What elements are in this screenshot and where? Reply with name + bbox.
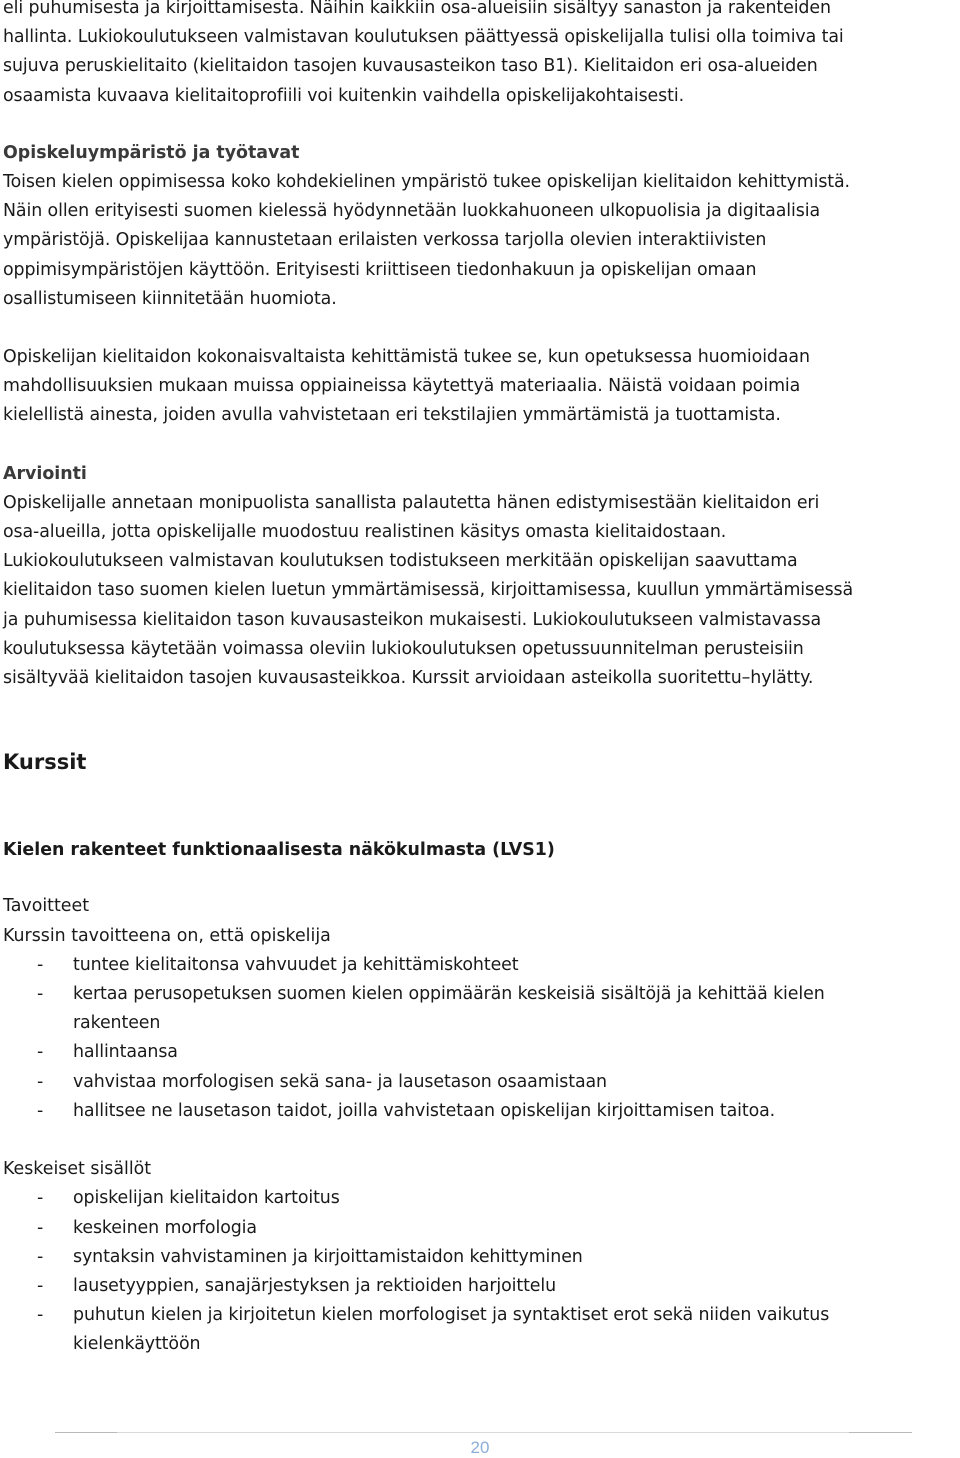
dash-bullet: - [37,1071,44,1092]
dash-bullet: - [37,1188,44,1209]
courses-heading: Kurssit [3,750,87,775]
list-item [3,1272,957,1301]
dash-bullet: - [37,1305,44,1326]
dash-bullet: - [37,954,44,975]
content-text: lausetyyppien, sanajärjestyksen ja rektioiden harjoittelu [73,1275,557,1296]
list-item [3,1068,957,1097]
goal-text: vahvistaa morfologisen sekä sana- ja lausetason osaamistaan [73,1071,607,1092]
page-number: 20 [470,1438,490,1457]
goals-intro: Kurssin tavoitteena on, että opiskelija [3,925,331,946]
contents-label: Keskeiset sisällöt [3,1159,152,1180]
list-item [3,1038,957,1067]
goals-list [3,951,957,1126]
section-heading-study-environment: Opiskeluympäristö ja työtavat [3,142,300,163]
intro-paragraph: eli puhumisesta ja kirjoittamisesta. Näihin kaikkiin osa-alueisiin sisältyy sanaston ja rakenteiden hallinta. Lukiokoulutukseen valmistavan koulutuksen päättyessä opiskelijalla tulisi olla toimiva tai sujuva peruskielitaito (kielitaidon tasojen kuvausasteikon taso B1). Kielitaidon eri osa-alueiden osaamista kuvaava kielitaitoprofiili voi kuitenkin vaihdella opiskelijakohtaisesti. [3,0,844,106]
study-environment-paragraph-2: Opiskelijan kielitaidon kokonaisvaltaista kehittämistä tukee se, kun opetuksessa huomioidaan mahdollisuuksien mukaan muissa oppiaineissa käytettyä materiaalia. Näistä voidaan poimia kielellistä ainesta, joiden avulla vahvistetaan eri tekstilajien ymmärtämistä ja tuottamista. [3,347,810,426]
list-item [3,951,957,980]
list-item [3,1214,957,1243]
dash-bullet: - [37,1100,44,1121]
study-environment-paragraph-1: Toisen kielen oppimisessa koko kohdekielinen ympäristö tukee opiskelijan kielitaidon kehittymistä. Näin ollen erityisesti suomen kielessä hyödynnetään luokkahuoneen ulkopuolisia ja digitaalisia ympäristöjä. Opiskelijaa kannustetaan erilaisten verkossa tarjolla olevien interaktiivisten oppimisympäristöjen käyttöön. Erityisesti kriittiseen tiedonhakuun ja opiskelijan omaan osallistumiseen kiinnitetään huomiota. [3,172,850,309]
content-text: syntaksin vahvistaminen ja kirjoittamistaidon kehittyminen [73,1246,583,1267]
content-text: keskeinen morfologia [73,1217,257,1238]
document-page [3,0,957,1360]
dash-bullet: - [37,984,44,1005]
list-item [3,1184,957,1213]
dash-bullet: - [37,1042,44,1063]
section-heading-assessment: Arviointi [3,463,87,484]
dash-bullet: - [37,1246,44,1267]
goal-text: kertaa perusopetuksen suomen kielen oppimäärän keskeisiä sisältöjä ja kehittää kielen rakenteen [73,984,825,1034]
dash-bullet: - [37,1217,44,1238]
content-text: puhutun kielen ja kirjoitetun kielen morfologiset ja syntaktiset erot sekä niiden vaikutus kielenkäyttöön [73,1305,830,1355]
course-title: Kielen rakenteet funktionaalisesta näkökulmasta (LVS1) [3,840,555,861]
content-text: opiskelijan kielitaidon kartoitus [73,1188,340,1209]
list-item [3,1301,957,1359]
dash-bullet: - [37,1275,44,1296]
goal-text: hallitsee ne lausetason taidot, joilla vahvistetaan opiskelijan kirjoittamisen taitoa. [73,1100,776,1121]
footer-divider [55,1432,912,1433]
list-item [3,1097,957,1126]
list-item [3,1243,957,1272]
goal-text: hallintaansa [73,1042,178,1063]
goals-label: Tavoitteet [3,896,90,917]
contents-list [3,1184,957,1359]
list-item [3,980,957,1038]
assessment-paragraph: Opiskelijalle annetaan monipuolista sanallista palautetta hänen edistymisestään kielitaidon eri osa-alueilla, jotta opiskelijalle muodostuu realistinen käsitys omasta kielitaidostaan. Lukiokoulutukseen valmistavan koulutuksen todistukseen merkitään opiskelijan saavuttama kielitaidon taso suomen kielen luetun ymmärtämisessä, kirjoittamisessa, kuullun ymmärtämisessä ja puhumisessa kielitaidon tason kuvausasteikon mukaisesti. Lukiokoulutukseen valmistavassa koulutuksessa käytetään voimassa oleviin lukiokoulutuksen opetussuunnitelman perusteisiin sisältyvää kielitaidon tasojen kuvausasteikkoa. Kurssit arvioidaan asteikolla suoritettu–hylätty. [3,492,854,689]
goal-text: tuntee kielitaitonsa vahvuudet ja kehittämiskohteet [73,954,519,975]
